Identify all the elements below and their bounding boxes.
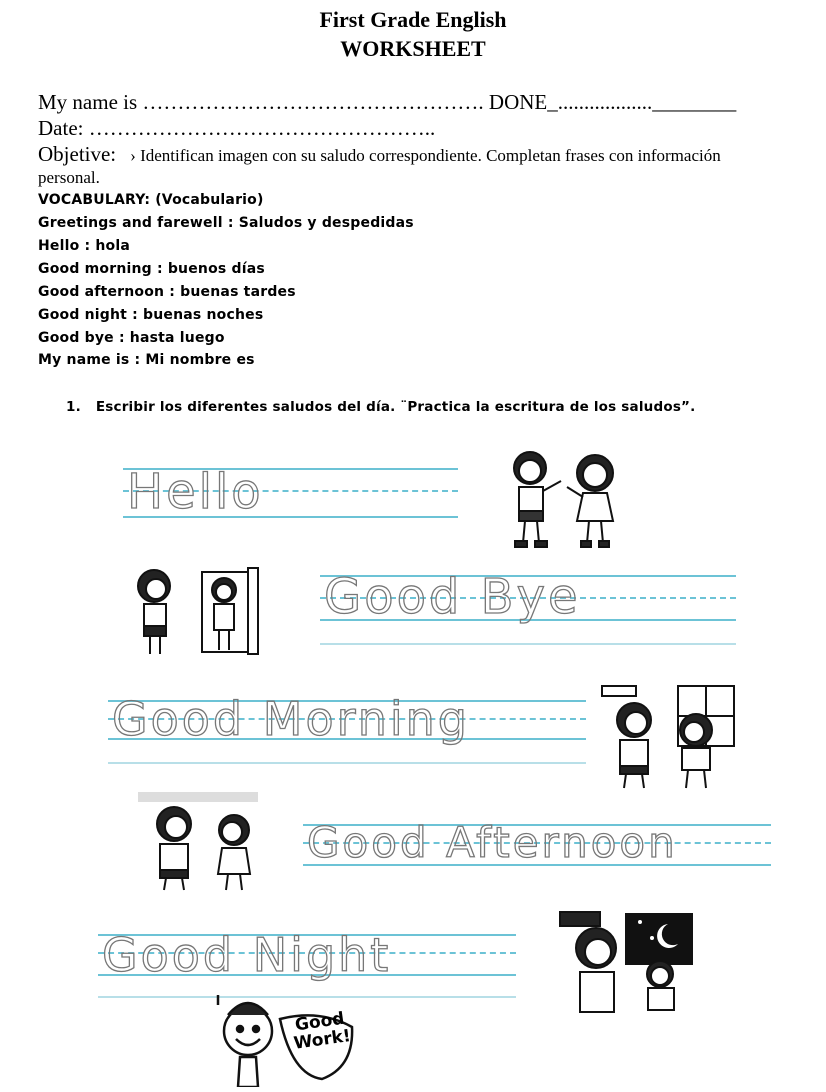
tracing-hello[interactable] (123, 464, 458, 520)
title-line-1: First Grade English (319, 7, 507, 32)
kids-at-door-goodbye-image (124, 560, 264, 660)
vocabulary-item: Greetings and farewell : Saludos y despedidas (38, 215, 414, 231)
tracing-word: Good Morning (112, 692, 470, 746)
tracing-word: Good Bye (324, 569, 581, 625)
kids-waving-hello-image (495, 443, 645, 553)
vocabulary-item: My name is : Mi nombre es (38, 352, 255, 368)
kids-good-night-image (556, 908, 696, 1020)
objective-text: › Identifican imagen con su saludo correspondiente. Completan frases con información (130, 146, 721, 165)
tracing-word: Good Night (102, 928, 392, 982)
tracing-good-bye[interactable] (320, 569, 736, 645)
vocabulary-item: Good bye : hasta luego (38, 330, 225, 346)
exercise-text: Escribir los diferentes saludos del día. ¨Practica la escritura de los saludos”. (95, 399, 696, 415)
exercise-instruction (66, 399, 695, 415)
objective-label: Objetive: (38, 142, 117, 166)
date-line: Date: ………………………………………….. (38, 116, 436, 140)
vocabulary-item: Good night : buenas noches (38, 307, 264, 323)
tracing-word: Hello (127, 464, 264, 520)
sticker-text: Good Work! (292, 1008, 353, 1054)
tracing-word: Good Afternoon (307, 818, 678, 867)
kids-good-morning-image (598, 682, 738, 792)
objective-line (38, 142, 721, 167)
exercise-number: 1. (66, 399, 81, 415)
vocabulary-item: Hello : hola (38, 238, 131, 254)
tracing-good-afternoon[interactable] (303, 818, 771, 868)
vocabulary-item: Good afternoon : buenas tardes (38, 284, 296, 300)
tracing-good-night[interactable] (98, 928, 516, 998)
tracing-good-morning[interactable] (108, 692, 586, 764)
title-line-2: WORKSHEET (340, 36, 486, 61)
objective-text-continued: personal. (38, 168, 100, 187)
vocabulary-item: Good morning : buenos días (38, 261, 265, 277)
vocabulary-heading: VOCABULARY: (Vocabulario) (38, 192, 264, 208)
good-work-sticker (210, 995, 360, 1087)
kids-good-afternoon-image (134, 790, 274, 895)
name-line: My name is …………………………………………. DONE_..................________ (38, 90, 737, 114)
